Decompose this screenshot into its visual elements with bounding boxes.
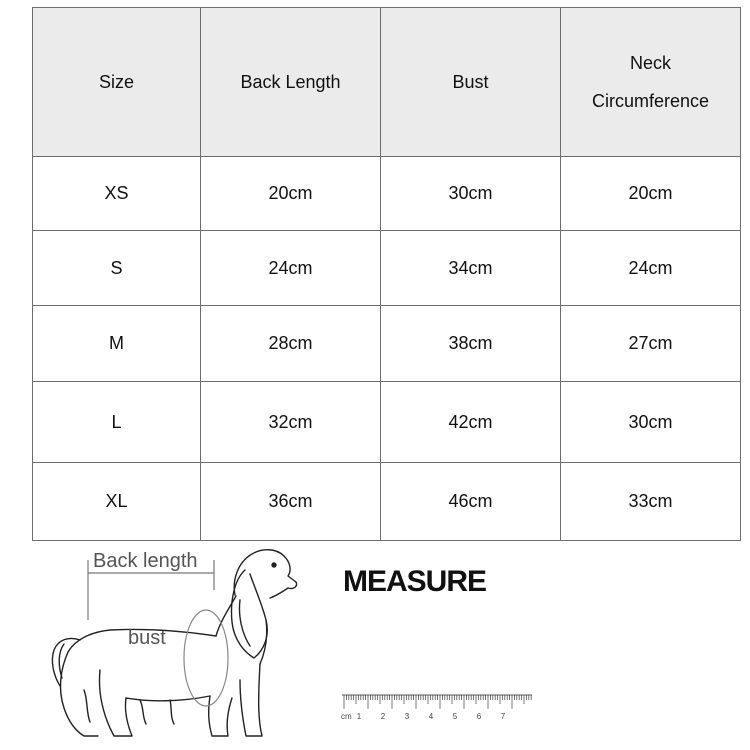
cell-bust: 34cm xyxy=(381,231,561,306)
cell-back-length: 32cm xyxy=(201,382,381,463)
table-row xyxy=(33,157,741,231)
size-chart-table xyxy=(32,7,741,541)
cell-size: S xyxy=(33,231,201,306)
measure-title: MEASURE xyxy=(343,565,487,598)
header-row xyxy=(33,8,741,157)
cell-back-length: 20cm xyxy=(201,157,381,231)
cell-back-length: 36cm xyxy=(201,463,381,541)
ruler-label: 7 xyxy=(500,712,506,721)
header-neck-line1: Neck xyxy=(629,53,671,73)
header-size: Size xyxy=(33,8,201,157)
ruler-label: 3 xyxy=(404,712,410,721)
cell-back-length: 24cm xyxy=(201,231,381,306)
cell-bust: 46cm xyxy=(381,463,561,541)
ruler-label: 5 xyxy=(452,712,458,721)
table-row xyxy=(33,463,741,541)
header-neck-circumference xyxy=(561,8,741,157)
cell-neck: 30cm xyxy=(561,382,741,463)
cell-bust: 38cm xyxy=(381,306,561,382)
ruler-label: 2 xyxy=(380,712,386,721)
header-back-length: Back Length xyxy=(201,8,381,157)
ruler-label: 1 xyxy=(356,712,362,721)
header-neck-line2: Circumference xyxy=(591,91,710,111)
back-length-label: Back length xyxy=(93,550,198,572)
cell-back-length: 28cm xyxy=(201,306,381,382)
cell-size: M xyxy=(33,306,201,382)
table-row xyxy=(33,306,741,382)
ruler-label: 6 xyxy=(476,712,482,721)
ruler-label: 4 xyxy=(428,712,434,721)
cell-size: L xyxy=(33,382,201,463)
ruler-graphic xyxy=(340,693,540,723)
cell-size: XS xyxy=(33,157,201,231)
cell-bust: 30cm xyxy=(381,157,561,231)
table-row xyxy=(33,231,741,306)
table-row xyxy=(33,382,741,463)
cell-neck: 24cm xyxy=(561,231,741,306)
cell-neck: 27cm xyxy=(561,306,741,382)
ruler-label: cm xyxy=(341,712,352,721)
cell-size: XL xyxy=(33,463,201,541)
cell-neck: 33cm xyxy=(561,463,741,541)
bust-label: bust xyxy=(128,627,166,649)
cell-neck: 20cm xyxy=(561,157,741,231)
header-bust: Bust xyxy=(381,8,561,157)
ruler xyxy=(340,693,540,723)
cell-bust: 42cm xyxy=(381,382,561,463)
